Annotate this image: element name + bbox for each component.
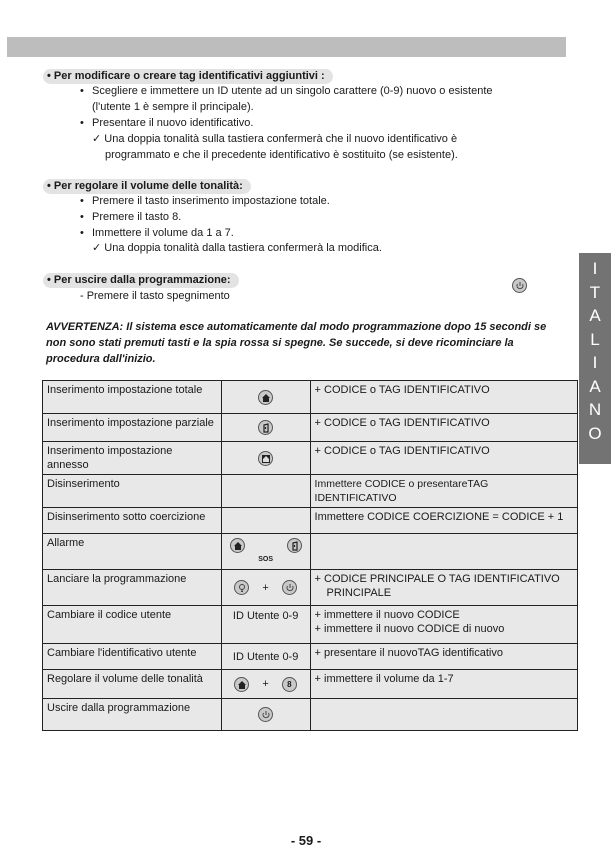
action-cell: Inserimento impostazione totale xyxy=(43,381,222,414)
sidebar-letter: O xyxy=(588,423,602,443)
keys-cell xyxy=(221,670,310,699)
check-item: ✓ Una doppia tonalità dalla tastiera confermerà la modifica. xyxy=(92,242,382,254)
result-cell: + CODICE o TAG IDENTIFICATIVO xyxy=(310,414,577,442)
result-line: + CODICE PRINCIPALE O TAG IDENTIFICATIVO xyxy=(314,573,560,585)
keys-cell xyxy=(221,381,310,414)
standby-icon xyxy=(512,278,527,293)
list-item: • Premere il tasto inserimento impostazione totale. xyxy=(92,195,330,208)
sos-label: SOS xyxy=(258,555,274,563)
table-row xyxy=(43,442,578,475)
check-item-cont: programmato e che il precedente identificativo è sostituito (se esistente). xyxy=(105,149,458,161)
list-item: - Premere il tasto spegnimento xyxy=(80,290,230,302)
result-cell: + immettere il volume da 1-7 xyxy=(310,670,577,699)
table-row xyxy=(43,644,578,670)
result-cell xyxy=(310,534,577,570)
keys-text: ID Utente 0-9 xyxy=(232,610,299,622)
result-line: PRINCIPALE xyxy=(326,587,392,599)
action-cell: Cambiare il codice utente xyxy=(43,606,222,644)
action-cell: Allarme xyxy=(43,534,222,570)
home-icon xyxy=(230,538,245,553)
warning-paragraph: AVVERTENZA: Il sistema esce automaticamente dal modo programmazione dopo 15 secondi se non sono stati premuti tasti e la spia rossa si spegne. Se succede, si deve ricominciare la procedura dall'inizio. xyxy=(46,321,547,365)
standby-icon xyxy=(282,580,297,595)
list-item: • Premere il tasto 8. xyxy=(92,211,181,224)
result-cell: Immettere CODICE o presentareTAG IDENTIFICATIVO xyxy=(310,475,577,508)
result-cell: + CODICE o TAG IDENTIFICATIVO xyxy=(310,381,577,414)
partial-icon xyxy=(258,420,273,435)
light-icon xyxy=(234,580,249,595)
result-cell: + presentare il nuovoTAG identificativo xyxy=(310,644,577,670)
table-row xyxy=(43,414,578,442)
result-cell xyxy=(310,570,577,606)
partial-icon xyxy=(287,538,302,553)
list-item: • Presentare il nuovo identificativo. xyxy=(92,117,253,130)
sidebar-letter: A xyxy=(589,306,601,325)
action-cell: Disinserimento xyxy=(43,475,222,508)
key-8-button xyxy=(282,677,297,692)
action-cell: Lanciare la programmazione xyxy=(43,570,222,606)
table-row xyxy=(43,570,578,606)
keys-cell xyxy=(221,414,310,442)
sidebar-letter: N xyxy=(588,400,602,419)
plus-sign: + xyxy=(262,678,269,690)
table-row xyxy=(43,699,578,731)
list-item: • Immettere il volume da 1 a 7. xyxy=(92,227,234,240)
section-heading-volume: • Per regolare il volume delle tonalità: xyxy=(43,179,251,194)
sidebar-letter: L xyxy=(590,329,600,349)
table-row xyxy=(43,508,578,534)
list-item: • Scegliere e immettere un ID utente ad un singolo carattere (0-9) nuovo o esistente xyxy=(92,85,493,98)
keys-cell xyxy=(221,475,310,508)
action-cell: Disinserimento sotto coercizione xyxy=(43,508,222,534)
result-cell xyxy=(310,606,577,644)
action-cell: Cambiare l'identificativo utente xyxy=(43,644,222,670)
action-cell: Regolare il volume delle tonalità xyxy=(43,670,222,699)
home-icon xyxy=(234,677,249,692)
sidebar-letter: T xyxy=(589,282,601,302)
sidebar-letter: I xyxy=(592,259,598,278)
header-bar xyxy=(7,37,566,57)
result-line: + immettere il nuovo CODICE xyxy=(314,609,460,621)
plus-sign: + xyxy=(262,581,269,594)
section-heading-tag: • Per modificare o creare tag identificativi aggiuntivi : xyxy=(43,69,333,84)
keys-cell xyxy=(221,570,310,606)
standby-icon xyxy=(258,707,273,722)
action-cell: Uscire dalla programmazione xyxy=(43,699,222,731)
section-heading-exit: • Per uscire dalla programmazione: xyxy=(43,273,239,288)
keys-cell xyxy=(221,606,310,644)
annex-icon xyxy=(258,451,273,466)
command-table xyxy=(42,380,578,731)
action-cell: Inserimento impostazione parziale xyxy=(43,414,222,442)
keys-cell xyxy=(221,534,310,570)
result-cell: + CODICE o TAG IDENTIFICATIVO xyxy=(310,442,577,475)
home-icon xyxy=(258,390,273,405)
language-sidebar xyxy=(579,253,611,464)
result-cell: Immettere CODICE COERCIZIONE = CODICE + 1 xyxy=(310,508,577,534)
keys-cell xyxy=(221,508,310,534)
sidebar-letter: I xyxy=(592,353,598,372)
keys-cell xyxy=(221,699,310,731)
page-number: - 59 - xyxy=(290,833,322,848)
table-row xyxy=(43,475,578,508)
table-row xyxy=(43,670,578,699)
keys-cell xyxy=(221,442,310,475)
result-line: + immettere il nuovo CODICE di nuovo xyxy=(314,623,505,635)
table-row xyxy=(43,381,578,414)
keys-cell xyxy=(221,644,310,670)
table-row xyxy=(43,606,578,644)
table-row xyxy=(43,534,578,570)
action-cell: Inserimento impostazione annesso xyxy=(43,442,222,475)
check-item: ✓ Una doppia tonalità sulla tastiera confermerà che il nuovo identificativo è xyxy=(92,133,458,145)
sidebar-letter: A xyxy=(589,376,601,396)
list-item-cont: (l'utente 1 è sempre il principale). xyxy=(92,101,254,113)
result-cell xyxy=(310,699,577,731)
key-label: 8 xyxy=(287,679,292,689)
keys-text: ID Utente 0-9 xyxy=(232,650,299,663)
